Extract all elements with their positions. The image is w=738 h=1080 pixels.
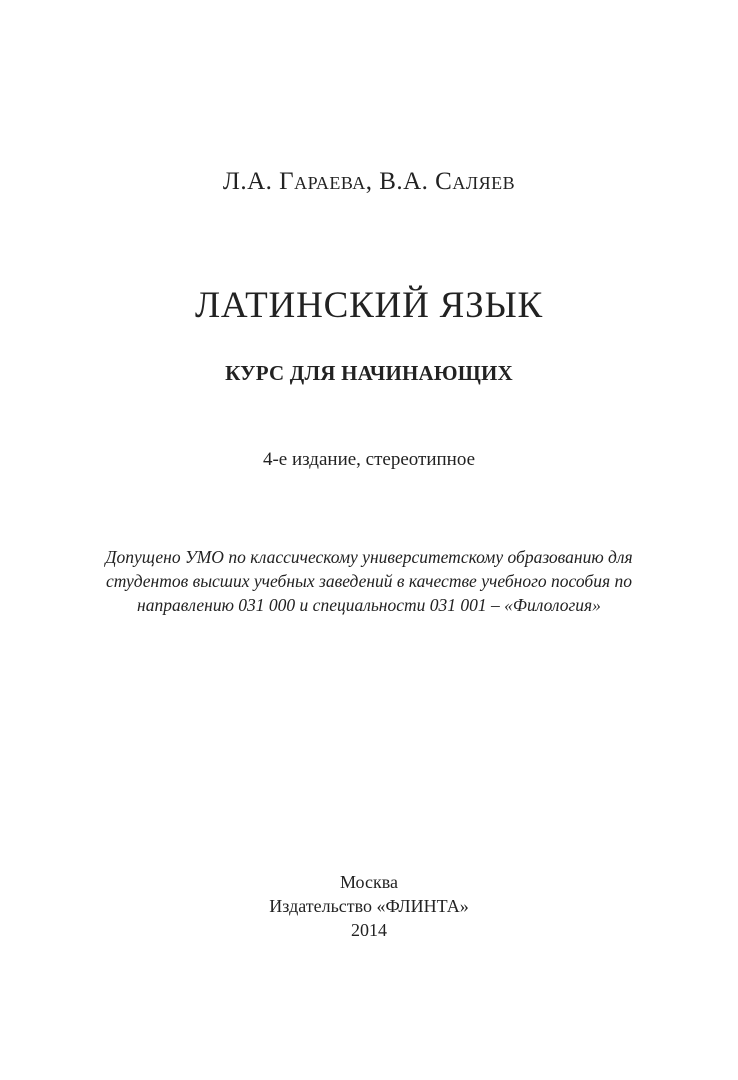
book-title: ЛАТИНСКИЙ ЯЗЫК — [194, 285, 543, 326]
imprint — [0, 870, 738, 942]
edition-note: 4-е издание, стереотипное — [262, 449, 476, 470]
book-subtitle: КУРС ДЛЯ НАЧИНАЮЩИХ — [225, 361, 513, 385]
approval-line: направлению 031 000 и специальности 031 001 – «Филология» — [137, 595, 601, 615]
imprint-city: Москва — [340, 872, 398, 892]
approval-statement — [40, 545, 698, 617]
authors: Л.А. Гараева, В.А. Саляев — [222, 168, 516, 195]
approval-line: студентов высших учебных заведений в качестве учебного пособия по — [106, 571, 632, 591]
approval-line: Допущено УМО по классическому университетскому образованию для — [105, 547, 633, 567]
imprint-publisher: Издательство «ФЛИНТА» — [269, 896, 469, 916]
imprint-year: 2014 — [351, 920, 387, 940]
